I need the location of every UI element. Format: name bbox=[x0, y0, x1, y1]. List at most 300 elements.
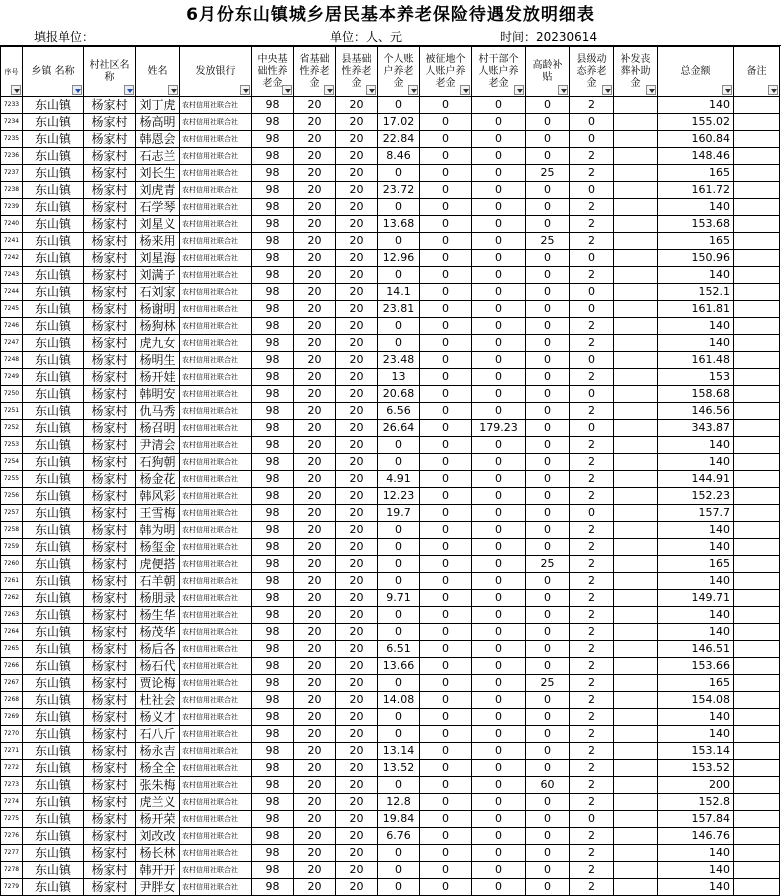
filter-dropdown-icon[interactable] bbox=[240, 85, 250, 95]
cell-cadre[interactable]: 0 bbox=[472, 607, 526, 624]
cell-total[interactable]: 154.08 bbox=[658, 692, 734, 709]
cell-name[interactable]: 杨全全 bbox=[136, 760, 180, 777]
cell-province[interactable]: 20 bbox=[294, 709, 336, 726]
cell-town[interactable]: 东山镇 bbox=[23, 369, 84, 386]
cell-land[interactable]: 0 bbox=[420, 386, 472, 403]
cell-total[interactable]: 153.66 bbox=[658, 658, 734, 675]
cell-personal[interactable]: 0 bbox=[378, 267, 420, 284]
cell-dynamic[interactable]: 2 bbox=[570, 233, 614, 250]
cell-name[interactable]: 杨明生 bbox=[136, 352, 180, 369]
cell-village[interactable]: 杨家村 bbox=[84, 828, 136, 845]
cell-personal[interactable]: 0 bbox=[378, 675, 420, 692]
cell-name[interactable]: 贾论梅 bbox=[136, 675, 180, 692]
cell-funeral[interactable] bbox=[614, 267, 658, 284]
cell-remark[interactable] bbox=[734, 335, 780, 352]
cell-seq[interactable]: 7263 bbox=[1, 607, 23, 624]
cell-remark[interactable] bbox=[734, 233, 780, 250]
cell-total[interactable]: 150.96 bbox=[658, 250, 734, 267]
cell-cadre[interactable]: 0 bbox=[472, 97, 526, 114]
cell-town[interactable]: 东山镇 bbox=[23, 590, 84, 607]
filter-dropdown-icon[interactable] bbox=[722, 85, 732, 95]
cell-funeral[interactable] bbox=[614, 505, 658, 522]
cell-funeral[interactable] bbox=[614, 658, 658, 675]
cell-cadre[interactable]: 0 bbox=[472, 726, 526, 743]
cell-village[interactable]: 杨家村 bbox=[84, 352, 136, 369]
cell-funeral[interactable] bbox=[614, 131, 658, 148]
cell-name[interactable]: 仇马秀 bbox=[136, 403, 180, 420]
cell-funeral[interactable] bbox=[614, 862, 658, 879]
cell-bank[interactable]: 农村信用社联合社 bbox=[180, 488, 252, 505]
cell-county[interactable]: 20 bbox=[336, 539, 378, 556]
cell-personal[interactable]: 0 bbox=[378, 165, 420, 182]
cell-remark[interactable] bbox=[734, 352, 780, 369]
cell-town[interactable]: 东山镇 bbox=[23, 199, 84, 216]
cell-cadre[interactable]: 0 bbox=[472, 114, 526, 131]
cell-province[interactable]: 20 bbox=[294, 233, 336, 250]
cell-central[interactable]: 98 bbox=[252, 335, 294, 352]
cell-seq[interactable]: 7255 bbox=[1, 471, 23, 488]
cell-name[interactable]: 杨高明 bbox=[136, 114, 180, 131]
cell-town[interactable]: 东山镇 bbox=[23, 250, 84, 267]
cell-village[interactable]: 杨家村 bbox=[84, 420, 136, 437]
cell-name[interactable]: 杨长林 bbox=[136, 845, 180, 862]
cell-central[interactable]: 98 bbox=[252, 794, 294, 811]
cell-province[interactable]: 20 bbox=[294, 573, 336, 590]
cell-name[interactable]: 尹胖女 bbox=[136, 879, 180, 896]
cell-seq[interactable]: 7241 bbox=[1, 233, 23, 250]
cell-funeral[interactable] bbox=[614, 301, 658, 318]
cell-province[interactable]: 20 bbox=[294, 165, 336, 182]
cell-name[interactable]: 尹清会 bbox=[136, 437, 180, 454]
cell-name[interactable]: 杨谢明 bbox=[136, 301, 180, 318]
cell-central[interactable]: 98 bbox=[252, 250, 294, 267]
cell-dynamic[interactable]: 2 bbox=[570, 794, 614, 811]
cell-land[interactable]: 0 bbox=[420, 709, 472, 726]
cell-name[interactable]: 刘改改 bbox=[136, 828, 180, 845]
cell-remark[interactable] bbox=[734, 675, 780, 692]
cell-name[interactable]: 虎九女 bbox=[136, 335, 180, 352]
cell-total[interactable]: 146.56 bbox=[658, 403, 734, 420]
cell-province[interactable]: 20 bbox=[294, 267, 336, 284]
cell-bank[interactable]: 农村信用社联合社 bbox=[180, 624, 252, 641]
cell-village[interactable]: 杨家村 bbox=[84, 879, 136, 896]
cell-personal[interactable]: 8.46 bbox=[378, 148, 420, 165]
cell-village[interactable]: 杨家村 bbox=[84, 335, 136, 352]
cell-name[interactable]: 杨召明 bbox=[136, 420, 180, 437]
cell-seq[interactable]: 7242 bbox=[1, 250, 23, 267]
cell-bank[interactable]: 农村信用社联合社 bbox=[180, 811, 252, 828]
cell-town[interactable]: 东山镇 bbox=[23, 488, 84, 505]
cell-land[interactable]: 0 bbox=[420, 284, 472, 301]
cell-funeral[interactable] bbox=[614, 556, 658, 573]
cell-name[interactable]: 韩风彩 bbox=[136, 488, 180, 505]
cell-village[interactable]: 杨家村 bbox=[84, 97, 136, 114]
cell-dynamic[interactable]: 2 bbox=[570, 862, 614, 879]
cell-dynamic[interactable]: 2 bbox=[570, 522, 614, 539]
cell-land[interactable]: 0 bbox=[420, 131, 472, 148]
cell-central[interactable]: 98 bbox=[252, 165, 294, 182]
cell-remark[interactable] bbox=[734, 692, 780, 709]
cell-name[interactable]: 石学琴 bbox=[136, 199, 180, 216]
cell-funeral[interactable] bbox=[614, 216, 658, 233]
cell-name[interactable]: 杨金花 bbox=[136, 471, 180, 488]
cell-remark[interactable] bbox=[734, 216, 780, 233]
cell-province[interactable]: 20 bbox=[294, 556, 336, 573]
cell-seq[interactable]: 7233 bbox=[1, 97, 23, 114]
cell-remark[interactable] bbox=[734, 301, 780, 318]
filter-dropdown-icon[interactable] bbox=[11, 85, 21, 95]
cell-seq[interactable]: 7271 bbox=[1, 743, 23, 760]
cell-cadre[interactable]: 0 bbox=[472, 641, 526, 658]
cell-province[interactable]: 20 bbox=[294, 607, 336, 624]
cell-town[interactable]: 东山镇 bbox=[23, 743, 84, 760]
cell-central[interactable]: 98 bbox=[252, 743, 294, 760]
cell-personal[interactable]: 0 bbox=[378, 607, 420, 624]
cell-town[interactable]: 东山镇 bbox=[23, 658, 84, 675]
cell-funeral[interactable] bbox=[614, 794, 658, 811]
cell-name[interactable]: 杨永吉 bbox=[136, 743, 180, 760]
cell-central[interactable]: 98 bbox=[252, 97, 294, 114]
cell-town[interactable]: 东山镇 bbox=[23, 403, 84, 420]
cell-bank[interactable]: 农村信用社联合社 bbox=[180, 471, 252, 488]
cell-seq[interactable]: 7258 bbox=[1, 522, 23, 539]
cell-village[interactable]: 杨家村 bbox=[84, 369, 136, 386]
cell-province[interactable]: 20 bbox=[294, 675, 336, 692]
cell-village[interactable]: 杨家村 bbox=[84, 250, 136, 267]
cell-personal[interactable]: 0 bbox=[378, 777, 420, 794]
cell-cadre[interactable]: 0 bbox=[472, 182, 526, 199]
cell-county[interactable]: 20 bbox=[336, 97, 378, 114]
filter-dropdown-icon[interactable] bbox=[168, 85, 178, 95]
cell-cadre[interactable]: 0 bbox=[472, 454, 526, 471]
cell-dynamic[interactable]: 2 bbox=[570, 675, 614, 692]
cell-seq[interactable]: 7256 bbox=[1, 488, 23, 505]
cell-town[interactable]: 东山镇 bbox=[23, 182, 84, 199]
cell-bank[interactable]: 农村信用社联合社 bbox=[180, 505, 252, 522]
cell-seq[interactable]: 7253 bbox=[1, 437, 23, 454]
cell-cadre[interactable]: 0 bbox=[472, 369, 526, 386]
cell-town[interactable]: 东山镇 bbox=[23, 760, 84, 777]
cell-land[interactable]: 0 bbox=[420, 811, 472, 828]
cell-land[interactable]: 0 bbox=[420, 182, 472, 199]
cell-province[interactable]: 20 bbox=[294, 760, 336, 777]
cell-personal[interactable]: 22.84 bbox=[378, 131, 420, 148]
cell-county[interactable]: 20 bbox=[336, 692, 378, 709]
cell-province[interactable]: 20 bbox=[294, 624, 336, 641]
cell-personal[interactable]: 20.68 bbox=[378, 386, 420, 403]
cell-county[interactable]: 20 bbox=[336, 471, 378, 488]
cell-town[interactable]: 东山镇 bbox=[23, 879, 84, 896]
cell-central[interactable]: 98 bbox=[252, 437, 294, 454]
cell-aged[interactable]: 0 bbox=[526, 403, 570, 420]
cell-province[interactable]: 20 bbox=[294, 658, 336, 675]
cell-land[interactable]: 0 bbox=[420, 794, 472, 811]
cell-funeral[interactable] bbox=[614, 182, 658, 199]
cell-county[interactable]: 20 bbox=[336, 284, 378, 301]
cell-personal[interactable]: 0 bbox=[378, 709, 420, 726]
cell-province[interactable]: 20 bbox=[294, 488, 336, 505]
cell-bank[interactable]: 农村信用社联合社 bbox=[180, 97, 252, 114]
cell-county[interactable]: 20 bbox=[336, 556, 378, 573]
cell-dynamic[interactable]: 2 bbox=[570, 488, 614, 505]
cell-name[interactable]: 韩开开 bbox=[136, 862, 180, 879]
cell-central[interactable]: 98 bbox=[252, 369, 294, 386]
cell-personal[interactable]: 13.68 bbox=[378, 216, 420, 233]
cell-personal[interactable]: 0 bbox=[378, 862, 420, 879]
cell-land[interactable]: 0 bbox=[420, 471, 472, 488]
cell-central[interactable]: 98 bbox=[252, 828, 294, 845]
cell-total[interactable]: 140 bbox=[658, 726, 734, 743]
cell-name[interactable]: 杨开娃 bbox=[136, 369, 180, 386]
cell-total[interactable]: 158.68 bbox=[658, 386, 734, 403]
cell-land[interactable]: 0 bbox=[420, 777, 472, 794]
cell-town[interactable]: 东山镇 bbox=[23, 471, 84, 488]
cell-aged[interactable]: 0 bbox=[526, 454, 570, 471]
cell-county[interactable]: 20 bbox=[336, 505, 378, 522]
cell-central[interactable]: 98 bbox=[252, 471, 294, 488]
cell-bank[interactable]: 农村信用社联合社 bbox=[180, 743, 252, 760]
cell-name[interactable]: 石志兰 bbox=[136, 148, 180, 165]
cell-bank[interactable]: 农村信用社联合社 bbox=[180, 794, 252, 811]
cell-aged[interactable]: 0 bbox=[526, 352, 570, 369]
cell-total[interactable]: 343.87 bbox=[658, 420, 734, 437]
cell-cadre[interactable]: 0 bbox=[472, 879, 526, 896]
cell-village[interactable]: 杨家村 bbox=[84, 675, 136, 692]
cell-seq[interactable]: 7250 bbox=[1, 386, 23, 403]
cell-aged[interactable]: 0 bbox=[526, 505, 570, 522]
cell-funeral[interactable] bbox=[614, 420, 658, 437]
cell-land[interactable]: 0 bbox=[420, 403, 472, 420]
cell-personal[interactable]: 14.1 bbox=[378, 284, 420, 301]
cell-land[interactable]: 0 bbox=[420, 488, 472, 505]
cell-bank[interactable]: 农村信用社联合社 bbox=[180, 403, 252, 420]
cell-dynamic[interactable]: 2 bbox=[570, 845, 614, 862]
cell-remark[interactable] bbox=[734, 250, 780, 267]
cell-personal[interactable]: 23.72 bbox=[378, 182, 420, 199]
cell-remark[interactable] bbox=[734, 845, 780, 862]
cell-name[interactable]: 杨开荣 bbox=[136, 811, 180, 828]
cell-central[interactable]: 98 bbox=[252, 284, 294, 301]
cell-bank[interactable]: 农村信用社联合社 bbox=[180, 658, 252, 675]
cell-aged[interactable]: 25 bbox=[526, 233, 570, 250]
cell-village[interactable]: 杨家村 bbox=[84, 573, 136, 590]
cell-town[interactable]: 东山镇 bbox=[23, 811, 84, 828]
cell-total[interactable]: 148.46 bbox=[658, 148, 734, 165]
cell-funeral[interactable] bbox=[614, 760, 658, 777]
cell-total[interactable]: 155.02 bbox=[658, 114, 734, 131]
cell-central[interactable]: 98 bbox=[252, 131, 294, 148]
cell-seq[interactable]: 7243 bbox=[1, 267, 23, 284]
cell-remark[interactable] bbox=[734, 386, 780, 403]
cell-funeral[interactable] bbox=[614, 284, 658, 301]
cell-town[interactable]: 东山镇 bbox=[23, 420, 84, 437]
cell-name[interactable]: 刘虎青 bbox=[136, 182, 180, 199]
cell-total[interactable]: 165 bbox=[658, 675, 734, 692]
cell-aged[interactable]: 0 bbox=[526, 420, 570, 437]
cell-cadre[interactable]: 0 bbox=[472, 692, 526, 709]
cell-county[interactable]: 20 bbox=[336, 879, 378, 896]
cell-personal[interactable]: 17.02 bbox=[378, 114, 420, 131]
cell-county[interactable]: 20 bbox=[336, 658, 378, 675]
cell-bank[interactable]: 农村信用社联合社 bbox=[180, 828, 252, 845]
cell-central[interactable]: 98 bbox=[252, 607, 294, 624]
cell-aged[interactable]: 25 bbox=[526, 556, 570, 573]
cell-bank[interactable]: 农村信用社联合社 bbox=[180, 182, 252, 199]
cell-remark[interactable] bbox=[734, 709, 780, 726]
cell-land[interactable]: 0 bbox=[420, 420, 472, 437]
cell-village[interactable]: 杨家村 bbox=[84, 845, 136, 862]
cell-town[interactable]: 东山镇 bbox=[23, 828, 84, 845]
cell-aged[interactable]: 0 bbox=[526, 114, 570, 131]
cell-village[interactable]: 杨家村 bbox=[84, 760, 136, 777]
cell-central[interactable]: 98 bbox=[252, 522, 294, 539]
cell-dynamic[interactable]: 2 bbox=[570, 590, 614, 607]
cell-village[interactable]: 杨家村 bbox=[84, 709, 136, 726]
cell-remark[interactable] bbox=[734, 556, 780, 573]
cell-land[interactable]: 0 bbox=[420, 335, 472, 352]
cell-cadre[interactable]: 0 bbox=[472, 709, 526, 726]
cell-personal[interactable]: 0 bbox=[378, 233, 420, 250]
cell-county[interactable]: 20 bbox=[336, 301, 378, 318]
cell-central[interactable]: 98 bbox=[252, 403, 294, 420]
cell-total[interactable]: 149.71 bbox=[658, 590, 734, 607]
cell-dynamic[interactable]: 0 bbox=[570, 114, 614, 131]
cell-total[interactable]: 161.72 bbox=[658, 182, 734, 199]
cell-personal[interactable]: 19.84 bbox=[378, 811, 420, 828]
cell-county[interactable]: 20 bbox=[336, 828, 378, 845]
cell-aged[interactable]: 0 bbox=[526, 879, 570, 896]
cell-town[interactable]: 东山镇 bbox=[23, 505, 84, 522]
cell-province[interactable]: 20 bbox=[294, 726, 336, 743]
cell-dynamic[interactable]: 2 bbox=[570, 335, 614, 352]
cell-dynamic[interactable]: 2 bbox=[570, 437, 614, 454]
cell-seq[interactable]: 7276 bbox=[1, 828, 23, 845]
cell-seq[interactable]: 7262 bbox=[1, 590, 23, 607]
filter-dropdown-icon[interactable] bbox=[646, 85, 656, 95]
cell-province[interactable]: 20 bbox=[294, 539, 336, 556]
cell-cadre[interactable]: 0 bbox=[472, 352, 526, 369]
cell-county[interactable]: 20 bbox=[336, 488, 378, 505]
cell-dynamic[interactable]: 2 bbox=[570, 165, 614, 182]
cell-town[interactable]: 东山镇 bbox=[23, 318, 84, 335]
cell-seq[interactable]: 7237 bbox=[1, 165, 23, 182]
cell-bank[interactable]: 农村信用社联合社 bbox=[180, 284, 252, 301]
cell-bank[interactable]: 农村信用社联合社 bbox=[180, 250, 252, 267]
cell-funeral[interactable] bbox=[614, 403, 658, 420]
cell-remark[interactable] bbox=[734, 454, 780, 471]
cell-dynamic[interactable]: 0 bbox=[570, 284, 614, 301]
cell-bank[interactable]: 农村信用社联合社 bbox=[180, 709, 252, 726]
cell-land[interactable]: 0 bbox=[420, 165, 472, 182]
cell-town[interactable]: 东山镇 bbox=[23, 284, 84, 301]
cell-land[interactable]: 0 bbox=[420, 539, 472, 556]
cell-cadre[interactable]: 0 bbox=[472, 828, 526, 845]
filter-dropdown-icon[interactable] bbox=[282, 85, 292, 95]
cell-central[interactable]: 98 bbox=[252, 658, 294, 675]
cell-province[interactable]: 20 bbox=[294, 131, 336, 148]
cell-bank[interactable]: 农村信用社联合社 bbox=[180, 590, 252, 607]
cell-aged[interactable]: 0 bbox=[526, 862, 570, 879]
cell-personal[interactable]: 0 bbox=[378, 335, 420, 352]
cell-funeral[interactable] bbox=[614, 879, 658, 896]
cell-remark[interactable] bbox=[734, 403, 780, 420]
cell-name[interactable]: 杨狗林 bbox=[136, 318, 180, 335]
cell-aged[interactable]: 0 bbox=[526, 284, 570, 301]
cell-seq[interactable]: 7257 bbox=[1, 505, 23, 522]
cell-dynamic[interactable]: 2 bbox=[570, 471, 614, 488]
cell-town[interactable]: 东山镇 bbox=[23, 216, 84, 233]
cell-village[interactable]: 杨家村 bbox=[84, 811, 136, 828]
cell-total[interactable]: 140 bbox=[658, 845, 734, 862]
cell-personal[interactable]: 9.71 bbox=[378, 590, 420, 607]
cell-dynamic[interactable]: 2 bbox=[570, 556, 614, 573]
cell-dynamic[interactable]: 2 bbox=[570, 573, 614, 590]
cell-cadre[interactable]: 0 bbox=[472, 556, 526, 573]
cell-central[interactable]: 98 bbox=[252, 556, 294, 573]
cell-dynamic[interactable]: 2 bbox=[570, 692, 614, 709]
cell-dynamic[interactable]: 2 bbox=[570, 318, 614, 335]
cell-funeral[interactable] bbox=[614, 811, 658, 828]
cell-personal[interactable]: 0 bbox=[378, 522, 420, 539]
cell-bank[interactable]: 农村信用社联合社 bbox=[180, 386, 252, 403]
cell-province[interactable]: 20 bbox=[294, 250, 336, 267]
cell-total[interactable]: 140 bbox=[658, 454, 734, 471]
cell-funeral[interactable] bbox=[614, 369, 658, 386]
cell-funeral[interactable] bbox=[614, 114, 658, 131]
cell-village[interactable]: 杨家村 bbox=[84, 403, 136, 420]
cell-cadre[interactable]: 0 bbox=[472, 505, 526, 522]
cell-bank[interactable]: 农村信用社联合社 bbox=[180, 267, 252, 284]
cell-bank[interactable]: 农村信用社联合社 bbox=[180, 199, 252, 216]
cell-funeral[interactable] bbox=[614, 386, 658, 403]
cell-central[interactable]: 98 bbox=[252, 709, 294, 726]
cell-name[interactable]: 石羊朝 bbox=[136, 573, 180, 590]
filter-dropdown-icon[interactable] bbox=[408, 85, 418, 95]
cell-village[interactable]: 杨家村 bbox=[84, 692, 136, 709]
cell-personal[interactable]: 0 bbox=[378, 556, 420, 573]
filter-dropdown-icon[interactable] bbox=[460, 85, 470, 95]
cell-village[interactable]: 杨家村 bbox=[84, 386, 136, 403]
cell-central[interactable]: 98 bbox=[252, 862, 294, 879]
cell-central[interactable]: 98 bbox=[252, 573, 294, 590]
cell-bank[interactable]: 农村信用社联合社 bbox=[180, 522, 252, 539]
cell-central[interactable]: 98 bbox=[252, 301, 294, 318]
cell-land[interactable]: 0 bbox=[420, 114, 472, 131]
cell-name[interactable]: 杨来用 bbox=[136, 233, 180, 250]
cell-town[interactable]: 东山镇 bbox=[23, 862, 84, 879]
cell-bank[interactable]: 农村信用社联合社 bbox=[180, 675, 252, 692]
cell-cadre[interactable]: 0 bbox=[472, 777, 526, 794]
cell-seq[interactable]: 7277 bbox=[1, 845, 23, 862]
cell-county[interactable]: 20 bbox=[336, 335, 378, 352]
cell-land[interactable]: 0 bbox=[420, 454, 472, 471]
cell-seq[interactable]: 7245 bbox=[1, 301, 23, 318]
cell-funeral[interactable] bbox=[614, 777, 658, 794]
cell-funeral[interactable] bbox=[614, 97, 658, 114]
cell-town[interactable]: 东山镇 bbox=[23, 607, 84, 624]
cell-town[interactable]: 东山镇 bbox=[23, 454, 84, 471]
cell-county[interactable]: 20 bbox=[336, 403, 378, 420]
cell-village[interactable]: 杨家村 bbox=[84, 658, 136, 675]
cell-cadre[interactable]: 0 bbox=[472, 522, 526, 539]
cell-aged[interactable]: 0 bbox=[526, 845, 570, 862]
cell-county[interactable]: 20 bbox=[336, 794, 378, 811]
cell-province[interactable]: 20 bbox=[294, 811, 336, 828]
cell-village[interactable]: 杨家村 bbox=[84, 233, 136, 250]
cell-village[interactable]: 杨家村 bbox=[84, 437, 136, 454]
cell-central[interactable]: 98 bbox=[252, 539, 294, 556]
cell-province[interactable]: 20 bbox=[294, 879, 336, 896]
